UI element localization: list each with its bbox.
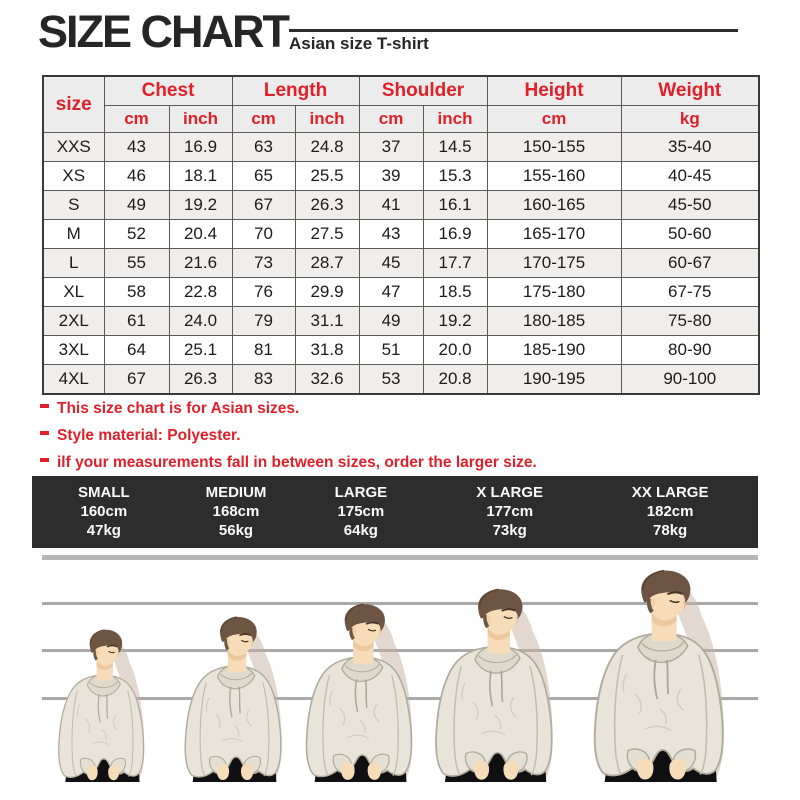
cell-length-cm: 67	[232, 190, 295, 219]
cell-shoulder-inch: 16.9	[423, 219, 487, 248]
cell-shoulder-cm: 53	[359, 364, 423, 394]
size-name: X LARGE	[476, 484, 544, 501]
cell-weight-kg: 35-40	[621, 133, 759, 162]
cell-chest-cm: 52	[104, 219, 169, 248]
cell-size: M	[43, 219, 104, 248]
cell-length-cm: 70	[232, 219, 295, 248]
cell-length-cm: 73	[232, 248, 295, 277]
dash-bullet-icon	[40, 458, 49, 462]
table-row	[43, 190, 759, 219]
cell-height-cm: 165-170	[487, 219, 621, 248]
cell-size: S	[43, 190, 104, 219]
note-text: This size chart is for Asian sizes.	[57, 400, 300, 417]
cell-weight-kg: 50-60	[621, 219, 759, 248]
cell-chest-cm: 64	[104, 335, 169, 364]
cell-size: XL	[43, 277, 104, 306]
size-bar-item-small	[78, 483, 130, 540]
cell-shoulder-inch: 17.7	[423, 248, 487, 277]
cell-shoulder-cm: 41	[359, 190, 423, 219]
cell-size: XS	[43, 161, 104, 190]
note-text: Style material: Polyester.	[57, 427, 241, 444]
cell-chest-inch: 20.4	[169, 219, 232, 248]
man-figure-medium	[172, 615, 296, 782]
cell-shoulder-inch: 20.0	[423, 335, 487, 364]
table-row	[43, 248, 759, 277]
height-guide-line	[42, 555, 758, 560]
cell-shoulder-inch: 16.1	[423, 190, 487, 219]
cell-weight-kg: 80-90	[621, 335, 759, 364]
cell-size: L	[43, 248, 104, 277]
table-row	[43, 364, 759, 394]
cell-length-inch: 24.8	[295, 133, 359, 162]
table-row	[43, 161, 759, 190]
cell-length-cm: 81	[232, 335, 295, 364]
size-bar-item-large	[335, 483, 388, 540]
cell-chest-inch: 25.1	[169, 335, 232, 364]
cell-shoulder-cm: 47	[359, 277, 423, 306]
unit-weight-kg: kg	[621, 106, 759, 133]
note-text: ilf your measurements fall in between sizes, order the larger size.	[57, 454, 537, 471]
man-figure-xx-large	[577, 568, 743, 782]
size-weight: 78kg	[653, 522, 688, 539]
cell-length-inch: 32.6	[295, 364, 359, 394]
table-header-units	[43, 106, 759, 133]
column-header-size: size	[43, 76, 104, 133]
cell-size: 2XL	[43, 306, 104, 335]
column-header-height: Height	[487, 76, 621, 106]
cell-weight-kg: 45-50	[621, 190, 759, 219]
cell-height-cm: 175-180	[487, 277, 621, 306]
cell-chest-inch: 22.8	[169, 277, 232, 306]
table-row	[43, 219, 759, 248]
cell-chest-cm: 58	[104, 277, 169, 306]
man-figure-x-large	[420, 587, 570, 782]
size-weight: 47kg	[86, 522, 121, 539]
cell-chest-cm: 67	[104, 364, 169, 394]
size-bar-item-x-large	[476, 483, 543, 540]
cell-weight-kg: 67-75	[621, 277, 759, 306]
cell-height-cm: 180-185	[487, 306, 621, 335]
cell-length-inch: 25.5	[295, 161, 359, 190]
note-item	[40, 426, 600, 445]
page-subtitle: Asian size T-shirt	[289, 34, 429, 53]
cell-chest-cm: 55	[104, 248, 169, 277]
size-summary-bar	[32, 476, 758, 548]
cell-chest-inch: 16.9	[169, 133, 232, 162]
cell-weight-kg: 90-100	[621, 364, 759, 394]
cell-height-cm: 155-160	[487, 161, 621, 190]
column-header-chest: Chest	[104, 76, 232, 106]
notes-list	[40, 399, 600, 480]
cell-shoulder-cm: 37	[359, 133, 423, 162]
cell-length-inch: 31.1	[295, 306, 359, 335]
cell-chest-inch: 18.1	[169, 161, 232, 190]
size-table	[42, 75, 760, 395]
unit-shoulder-inch: inch	[423, 106, 487, 133]
cell-shoulder-inch: 19.2	[423, 306, 487, 335]
cell-shoulder-inch: 15.3	[423, 161, 487, 190]
unit-chest-inch: inch	[169, 106, 232, 133]
cell-shoulder-inch: 18.5	[423, 277, 487, 306]
size-name: SMALL	[78, 484, 130, 501]
cell-length-cm: 79	[232, 306, 295, 335]
size-name: XX LARGE	[631, 484, 709, 501]
unit-chest-cm: cm	[104, 106, 169, 133]
title-divider-line	[289, 29, 738, 32]
cell-shoulder-inch: 14.5	[423, 133, 487, 162]
cell-length-cm: 65	[232, 161, 295, 190]
size-height: 160cm	[80, 503, 128, 520]
size-height: 168cm	[212, 503, 260, 520]
dash-bullet-icon	[40, 431, 49, 435]
size-weight: 64kg	[343, 522, 378, 539]
cell-length-inch: 29.9	[295, 277, 359, 306]
size-name: MEDIUM	[205, 484, 267, 501]
table-row	[43, 277, 759, 306]
cell-height-cm: 185-190	[487, 335, 621, 364]
cell-chest-cm: 61	[104, 306, 169, 335]
dash-bullet-icon	[40, 404, 49, 408]
cell-shoulder-cm: 43	[359, 219, 423, 248]
cell-shoulder-cm: 45	[359, 248, 423, 277]
table-header-groups	[43, 76, 759, 106]
size-height: 175cm	[337, 503, 385, 520]
cell-height-cm: 190-195	[487, 364, 621, 394]
unit-height-cm: cm	[487, 106, 621, 133]
cell-length-inch: 26.3	[295, 190, 359, 219]
cell-chest-inch: 19.2	[169, 190, 232, 219]
size-weight: 56kg	[218, 522, 254, 539]
unit-length-cm: cm	[232, 106, 295, 133]
cell-shoulder-inch: 20.8	[423, 364, 487, 394]
cell-size: 4XL	[43, 364, 104, 394]
cell-shoulder-cm: 49	[359, 306, 423, 335]
note-item	[40, 399, 600, 418]
cell-shoulder-cm: 51	[359, 335, 423, 364]
cell-height-cm: 170-175	[487, 248, 621, 277]
cell-size: XXS	[43, 133, 104, 162]
man-figure-large	[292, 602, 428, 782]
page-title: SIZE CHART	[38, 6, 288, 57]
cell-height-cm: 150-155	[487, 133, 621, 162]
cell-weight-kg: 40-45	[621, 161, 759, 190]
column-header-length: Length	[232, 76, 359, 106]
cell-size: 3XL	[43, 335, 104, 364]
cell-length-inch: 31.8	[295, 335, 359, 364]
size-height: 182cm	[646, 503, 694, 520]
cell-weight-kg: 75-80	[621, 306, 759, 335]
size-weight: 73kg	[492, 522, 527, 539]
cell-chest-inch: 24.0	[169, 306, 232, 335]
size-bar-item-medium	[206, 483, 267, 540]
cell-height-cm: 160-165	[487, 190, 621, 219]
table-row	[43, 335, 759, 364]
note-item	[40, 453, 600, 472]
cell-chest-inch: 21.6	[169, 248, 232, 277]
cell-chest-cm: 43	[104, 133, 169, 162]
cell-length-inch: 28.7	[295, 248, 359, 277]
cell-length-cm: 63	[232, 133, 295, 162]
column-header-shoulder: Shoulder	[359, 76, 487, 106]
cell-chest-cm: 49	[104, 190, 169, 219]
cell-chest-inch: 26.3	[169, 364, 232, 394]
cell-weight-kg: 60-67	[621, 248, 759, 277]
size-name: LARGE	[334, 484, 388, 501]
cell-length-inch: 27.5	[295, 219, 359, 248]
cell-chest-cm: 46	[104, 161, 169, 190]
unit-shoulder-cm: cm	[359, 106, 423, 133]
cell-shoulder-cm: 39	[359, 161, 423, 190]
cell-length-cm: 83	[232, 364, 295, 394]
column-header-weight: Weight	[621, 76, 759, 106]
table-row	[43, 306, 759, 335]
table-row	[43, 133, 759, 162]
unit-length-inch: inch	[295, 106, 359, 133]
man-figure-small	[47, 628, 157, 782]
size-bar-item-xx-large	[632, 483, 709, 540]
cell-length-cm: 76	[232, 277, 295, 306]
size-height: 177cm	[486, 503, 534, 520]
